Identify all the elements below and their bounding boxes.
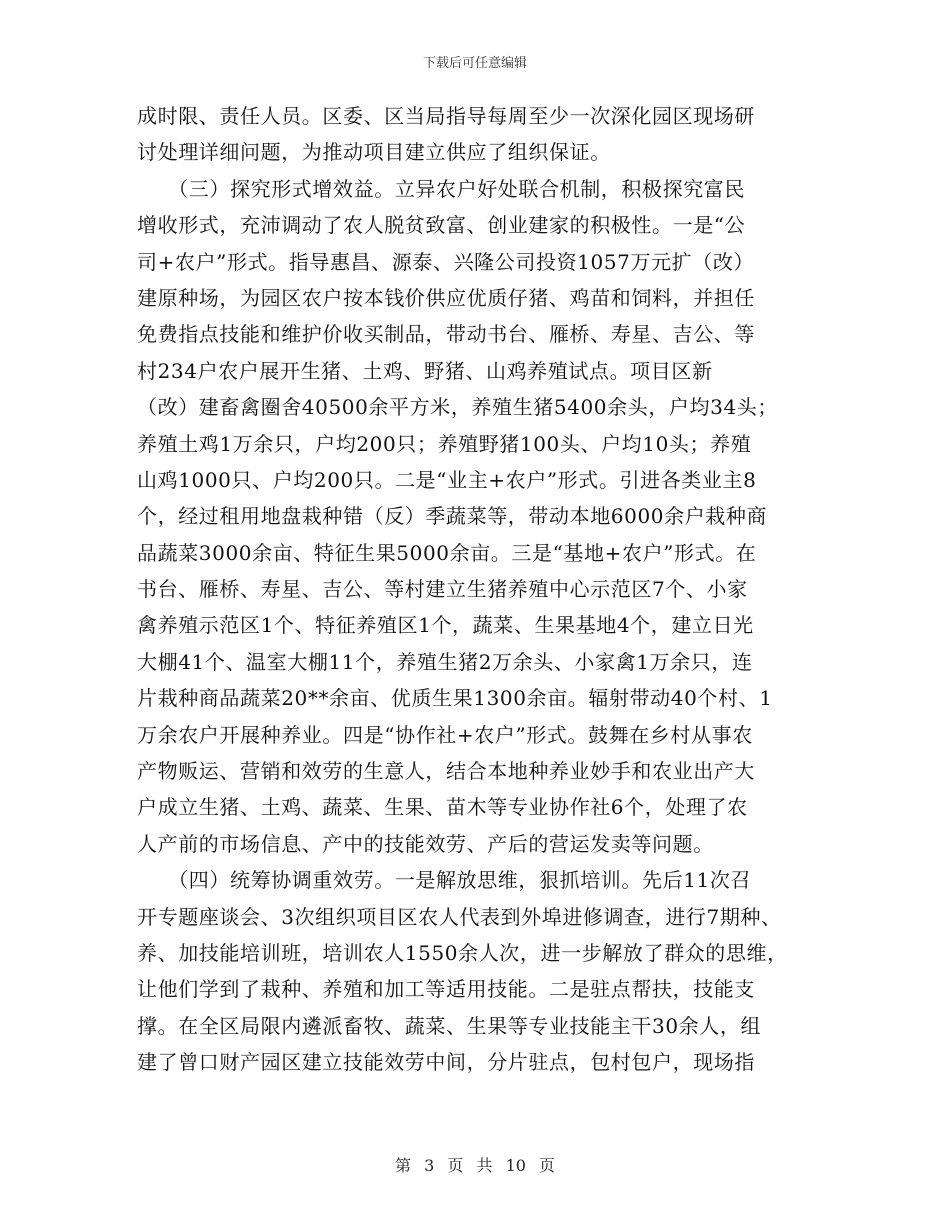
text-line: 品蔬菜3000余亩、特征生果5000余亩。三是“基地+农户”形式。在 [137,540,757,565]
text-line: （三）探究形式增效益。立异农户好处联合机制，积极探究富民 [137,176,745,201]
text-line: 大棚41个、温室大棚11个，养殖生猪2万余头、小家禽1万余只，连 [137,649,753,674]
text-line: 建了曾口财产园区建立技能效劳中间，分片驻点，包村包户，现场指 [137,1050,755,1075]
text-line: 司+农户”形式。指导惠昌、源泰、兴隆公司投资1057万元扩（改） [137,249,755,274]
footer-page-word: 页 [447,1156,464,1175]
text-line: （改）建畜禽圈舍40500余平方米，养殖生猪5400余头，户均34头； [137,395,778,420]
text-line: 户成立生猪、土鸡、蔬菜、生果、苗木等专业协作社6个，处理了农 [137,795,748,820]
page-footer [0,1153,950,1176]
text-line: 万余农户开展种养业。四是“协作社+农户”形式。鼓舞在乡村从事农 [137,722,753,747]
text-line: （四）统筹协调重效劳。一是解放思维，狠抓培训。先后11次召 [137,868,752,893]
footer-suffix: 页 [539,1156,556,1175]
current-page-number: 3 [424,1156,435,1175]
document-body [137,98,815,1081]
page-header [0,52,950,71]
text-line: 书台、雁桥、寿星、吉公、等村建立生猪养殖中心示范区7个、小家 [137,577,748,602]
text-line: 山鸡1000只、户均200只。二是“业主+农户”形式。引进各类业主8 [137,467,757,492]
text-line: 撑。在全区局限内遴派畜牧、蔬菜、生果等专业技能主干30余人，组 [137,1013,762,1038]
text-line: 禽养殖示范区1个、特征养殖区1个，蔬菜、生果基地4个，建立日光 [137,613,754,638]
text-line: 片栽种商品蔬菜20**余亩、优质生果1300余亩。辐射带动40个村、1 [137,686,773,711]
total-page-count: 10 [505,1156,526,1175]
footer-prefix: 第 [394,1156,411,1175]
text-line: 讨处理详细问题，为推动项目建立供应了组织保证。 [137,140,611,165]
text-line: 开专题座谈会、3次组织项目区农人代表到外埠进修调查，进行7期种、 [137,904,782,929]
footer-total-word: 共 [476,1156,493,1175]
header-text: 下载后可任意编辑 [422,56,527,71]
text-line: 村234户农户展开生猪、土鸡、野猪、山鸡养殖试点。项目区新 [137,358,713,383]
text-line: 增收形式，充沛调动了农人脱贫致富、创业建家的积极性。一是“公 [137,213,746,238]
text-line: 养、加技能培训班，培训农人1550余人次，进一步解放了群众的思维， [137,940,788,965]
text-line: 让他们学到了栽种、养殖和加工等适用技能。二是驻点帮扶，技能支 [137,977,755,1002]
text-line: 养殖土鸡1万余只，户均200只；养殖野猪100头、户均10头；养殖 [137,431,752,456]
text-line: 产物贩运、营销和效劳的生意人，结合本地种养业妙手和农业出产大 [137,759,755,784]
text-line: 建原种场，为园区农户按本钱价供应优质仔猪、鸡苗和饲料，并担任 [137,285,755,310]
text-line: 免费指点技能和维护价收买制品，带动书台、雁桥、寿星、吉公、等 [137,322,755,347]
text-line: 成时限、责任人员。区委、区当局指导每周至少一次深化园区现场研 [137,104,755,128]
text-line: 个，经过租用地盘栽种错（反）季蔬菜等，带动本地6000余户栽种商 [137,504,768,529]
text-line: 人产前的市场信息、产中的技能效劳、产后的营运发卖等问题。 [137,831,714,856]
